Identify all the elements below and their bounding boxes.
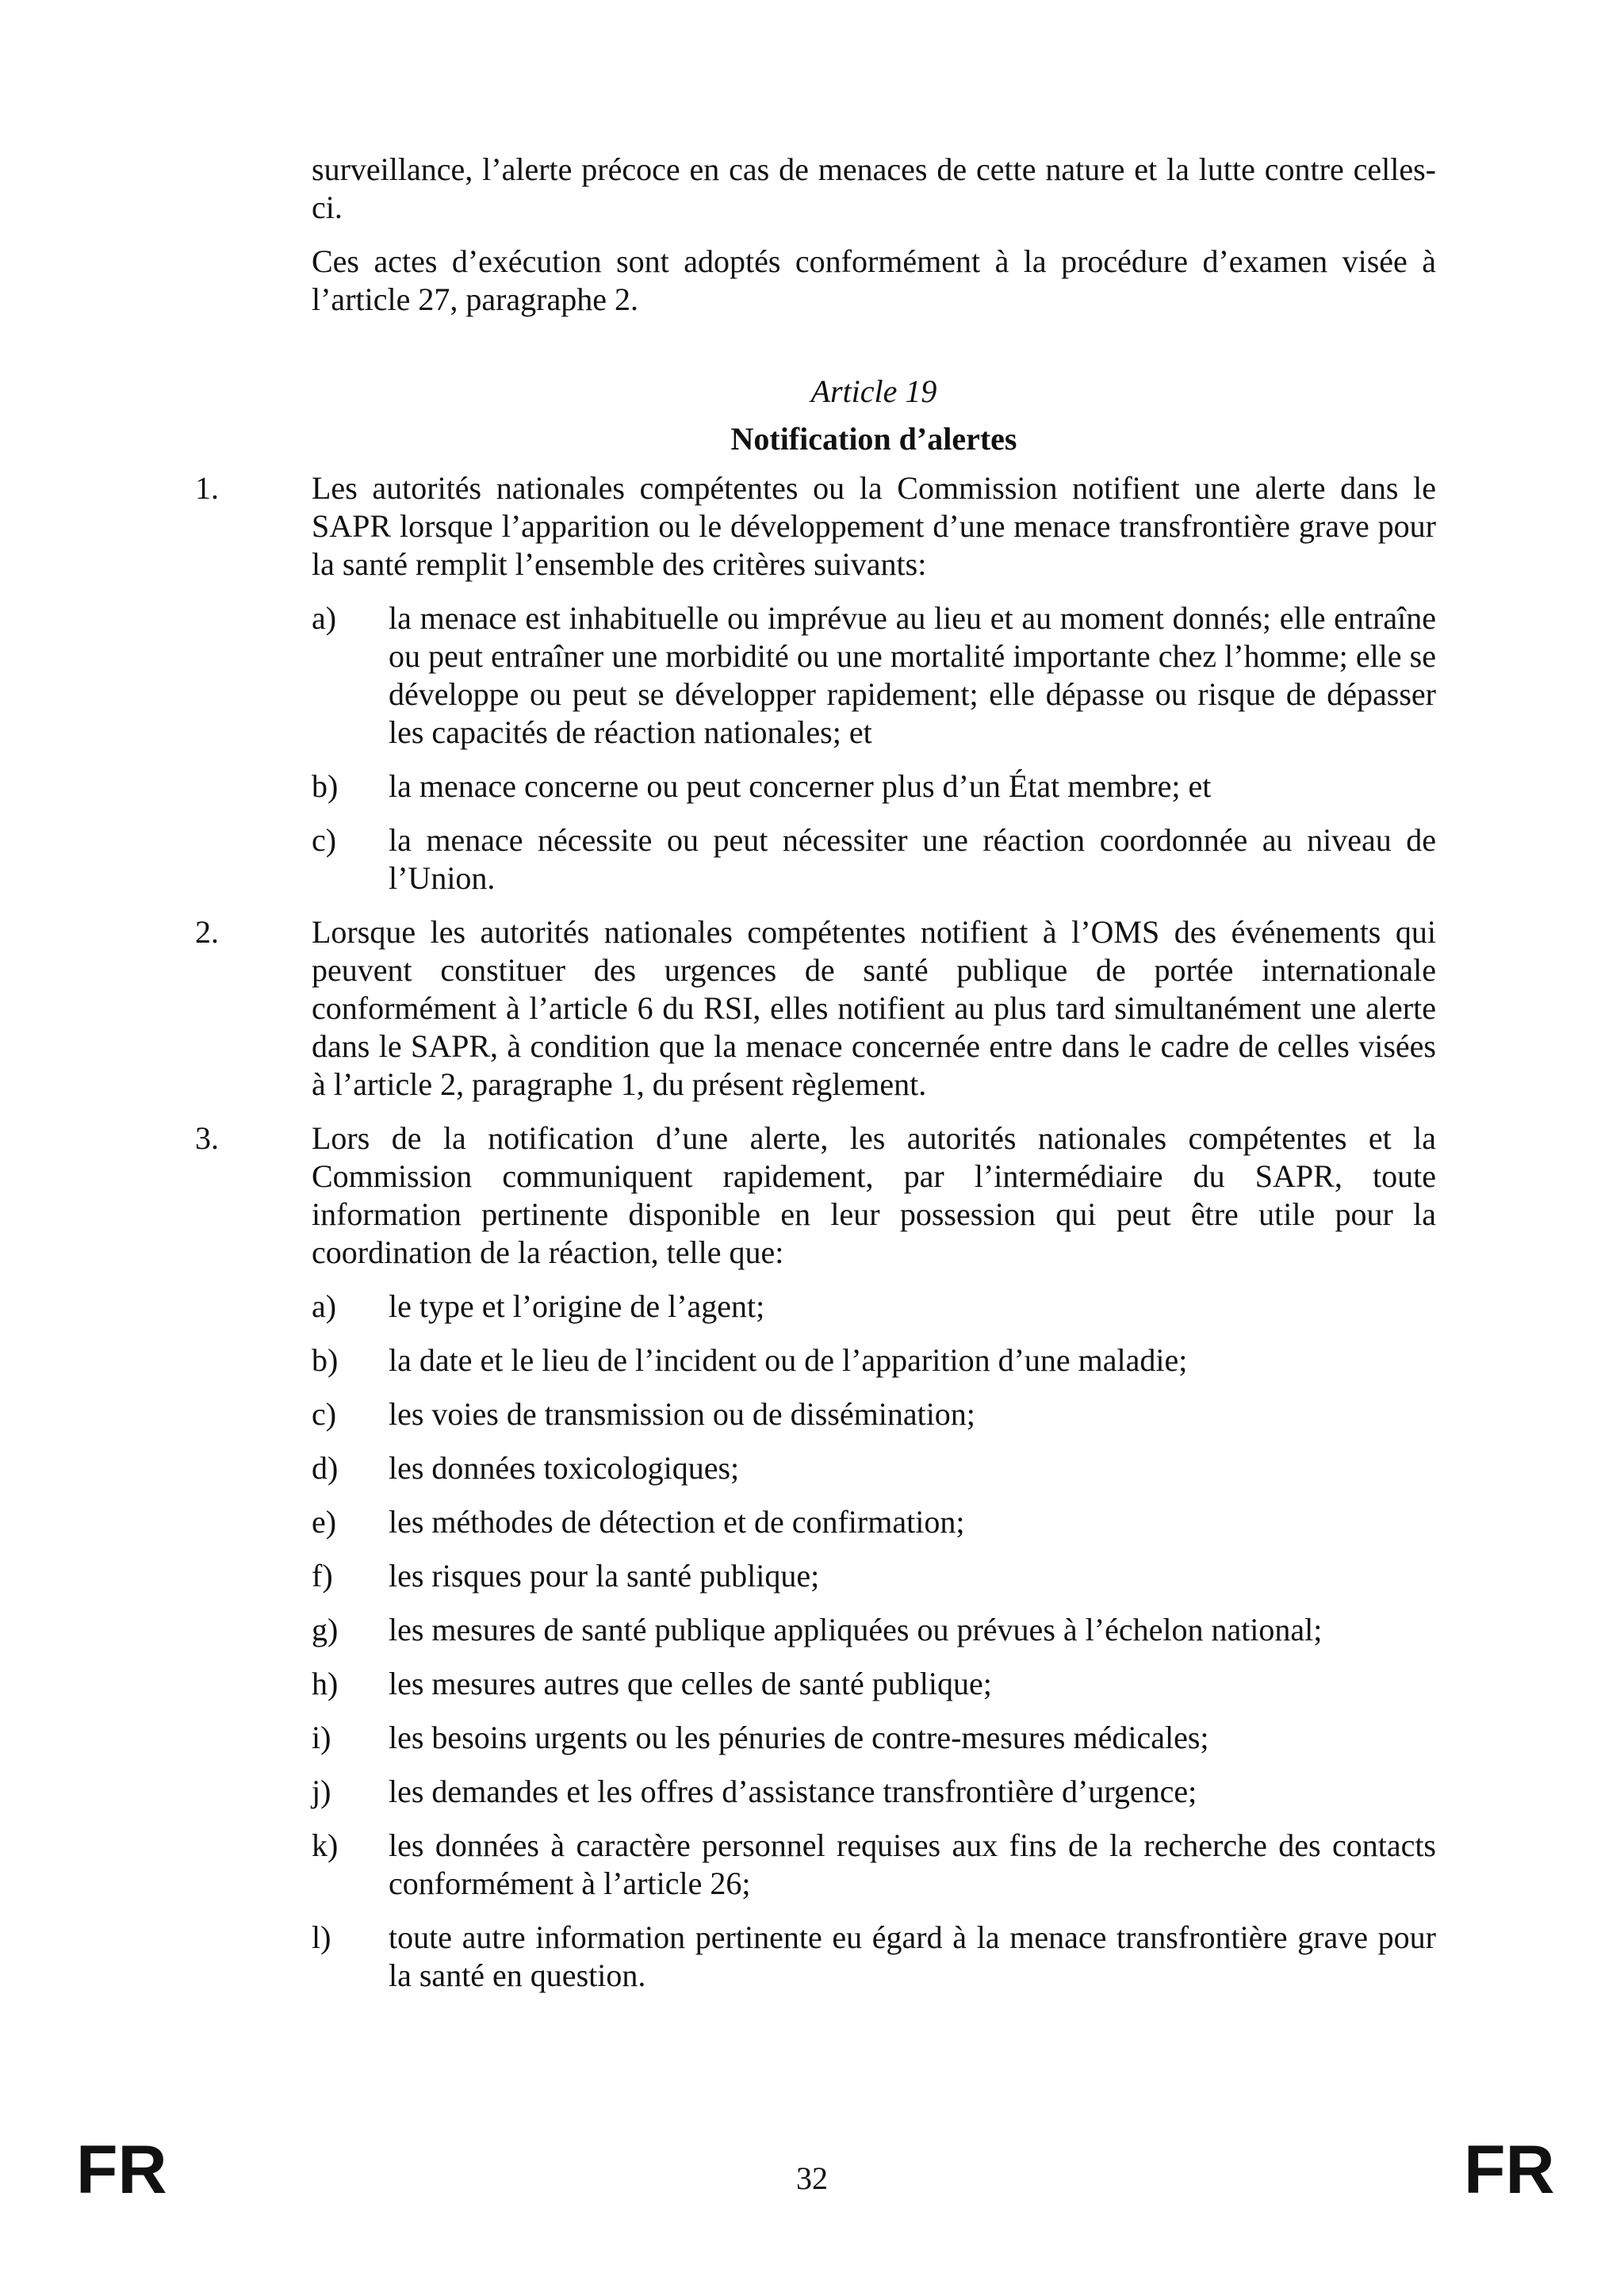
list-item-label: b) bbox=[312, 768, 339, 804]
list-item bbox=[312, 1288, 1436, 1326]
list-item bbox=[312, 1503, 1436, 1541]
numbered-paragraph bbox=[195, 1119, 1436, 1272]
paragraph-text: Lors de la notification d’une alerte, les autorités nationales compétentes et la Commission communiquent rapidement, par l’intermédiaire du SAPR, toute information pertinente disponible en leur possession qui peut être utile pour la coordination de la réaction, telle que: bbox=[312, 1120, 1436, 1270]
paragraph-number: 1. bbox=[195, 470, 219, 506]
article-number: Article 19 bbox=[810, 373, 937, 409]
page-number: 32 bbox=[796, 2160, 828, 2196]
paragraph-text: Les autorités nationales compétentes ou la Commission notifient une alerte dans le SAPR lorsque l’apparition ou le développement d’une menace transfrontière grave pour la santé remplit l’ensemble des critères suivants: bbox=[312, 470, 1436, 582]
list-item-text: les demandes et les offres d’assistance transfrontière d’urgence; bbox=[389, 1774, 1197, 1809]
list-item bbox=[312, 1557, 1436, 1595]
list-item-text: la menace nécessite ou peut nécessiter une réaction coordonnée au niveau de l’Union. bbox=[389, 822, 1436, 896]
list-item-text: les données à caractère personnel requises aux fins de la recherche des contacts conformément à l’article 26; bbox=[389, 1827, 1436, 1901]
list-item-label: b) bbox=[312, 1342, 339, 1378]
paragraph-number: 3. bbox=[195, 1120, 219, 1156]
list-item bbox=[312, 1827, 1436, 1903]
list-item-text: les voies de transmission ou de dissémination; bbox=[389, 1396, 975, 1432]
list-item-text: les mesures autres que celles de santé publique; bbox=[389, 1666, 992, 1701]
language-code-left: FR bbox=[76, 2132, 167, 2208]
list-item-label: k) bbox=[312, 1827, 339, 1863]
list-item-text: les risques pour la santé publique; bbox=[389, 1558, 820, 1594]
list-item-label: i) bbox=[312, 1720, 331, 1755]
paragraph-text: Lorsque les autorités nationales compétentes notifient à l’OMS des événements qui peuvent constituer des urgences de santé publique de portée internationale conformément à l’article 6 du RSI, elles notifient au plus tard simultanément une alerte dans le SAPR, à condition que la menace concernée entre dans le cadre de celles visées à l’article 2, paragraphe 1, du présent règlement. bbox=[312, 914, 1436, 1102]
list-item bbox=[312, 767, 1436, 806]
list-item-label: a) bbox=[312, 1288, 337, 1324]
list-item-label: e) bbox=[312, 1504, 337, 1540]
list-item bbox=[312, 1919, 1436, 1995]
intro-paragraph: Ces actes d’exécution sont adoptés conformément à la procédure d’examen visée à l’article 27, paragraphe 2. bbox=[312, 243, 1436, 317]
numbered-paragraph bbox=[195, 469, 1436, 584]
list-item bbox=[312, 1449, 1436, 1487]
intro-paragraph: surveillance, l’alerte précoce en cas de menaces de cette nature et la lutte contre celles-ci. bbox=[312, 151, 1436, 225]
list-item-label: c) bbox=[312, 822, 337, 858]
list-item-text: la date et le lieu de l’incident ou de l’apparition d’une maladie; bbox=[389, 1342, 1188, 1378]
list-item bbox=[312, 1773, 1436, 1811]
list-item bbox=[312, 1611, 1436, 1649]
list-item bbox=[312, 1665, 1436, 1703]
list-item bbox=[312, 1719, 1436, 1757]
paragraph-number: 2. bbox=[195, 914, 219, 950]
list-item-text: les besoins urgents ou les pénuries de contre-mesures médicales; bbox=[389, 1720, 1209, 1755]
list-item-text: toute autre information pertinente eu égard à la menace transfrontière grave pour la santé en question. bbox=[389, 1919, 1436, 1993]
list-item-text: la menace concerne ou peut concerner plus d’un État membre; et bbox=[389, 768, 1212, 804]
list-item-label: d) bbox=[312, 1450, 339, 1486]
list-item bbox=[312, 1341, 1436, 1380]
list-item-label: a) bbox=[312, 600, 337, 636]
list-item-label: l) bbox=[312, 1919, 331, 1955]
document-body bbox=[195, 151, 1436, 2011]
list-item bbox=[312, 1395, 1436, 1433]
list-item-label: f) bbox=[312, 1558, 333, 1594]
list-item-label: c) bbox=[312, 1396, 337, 1432]
list-item-label: g) bbox=[312, 1612, 339, 1647]
list-item-text: les méthodes de détection et de confirmation; bbox=[389, 1504, 965, 1540]
list-item-label: j) bbox=[312, 1774, 331, 1809]
list-item-text: la menace est inhabituelle ou imprévue au lieu et au moment donnés; elle entraîne ou peut entraîner une morbidité ou une mortalité importante chez l’homme; elle se développe ou peut se développer rapidement; elle dépasse ou risque de dépasser les capacités de réaction nationales; et bbox=[389, 600, 1436, 750]
language-code-right: FR bbox=[1464, 2132, 1555, 2208]
list-item bbox=[312, 599, 1436, 752]
list-item-text: le type et l’origine de l’agent; bbox=[389, 1288, 765, 1324]
list-item-label: h) bbox=[312, 1666, 339, 1701]
list-item-text: les mesures de santé publique appliquées ou prévues à l’échelon national; bbox=[389, 1612, 1323, 1647]
list-item bbox=[312, 821, 1436, 897]
article-title: Notification d’alertes bbox=[730, 421, 1017, 457]
list-item-text: les données toxicologiques; bbox=[389, 1450, 740, 1486]
numbered-paragraph bbox=[195, 913, 1436, 1104]
